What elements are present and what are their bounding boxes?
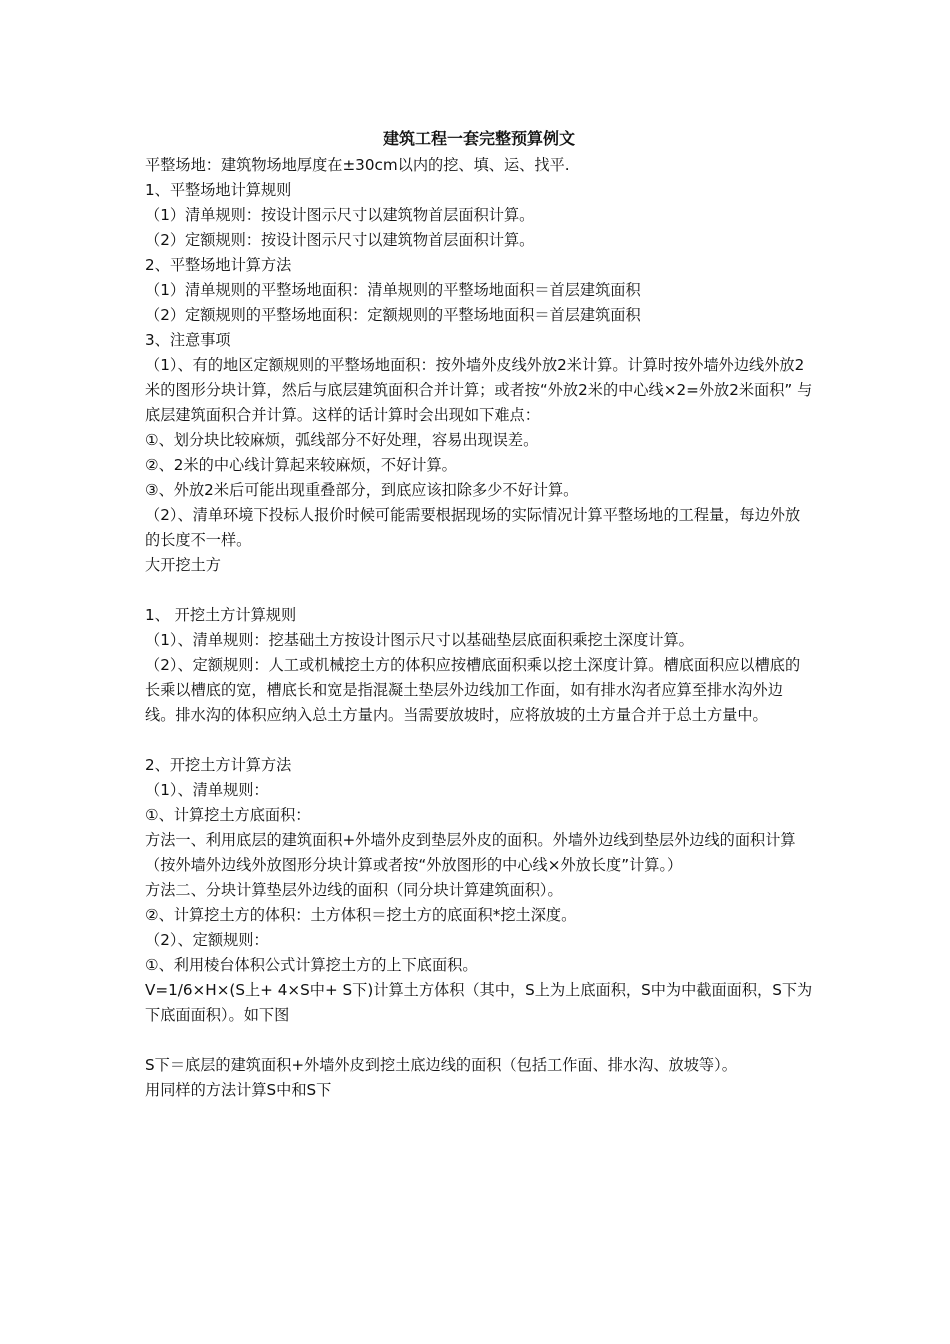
- text-line: 用同样的方法计算S中和S下: [145, 1081, 332, 1099]
- text-line: （2）定额规则：按设计图示尺寸以建筑物首层面积计算。: [145, 231, 535, 249]
- text-line: ①、计算挖土方底面积：: [145, 806, 311, 824]
- text-line: 方法二、分块计算垫层外边线的面积（同分块计算建筑面积）。: [145, 881, 563, 899]
- text-line: ①、利用棱台体积公式计算挖土方的上下底面积。: [145, 956, 478, 974]
- text-line: ②、计算挖土方的体积：土方体积＝挖土方的底面积*挖土深度。: [145, 906, 577, 924]
- section-heading: 1、 开挖土方计算规则: [145, 606, 297, 624]
- text-line: （1）清单规则的平整场地面积：清单规则的平整场地面积＝首层建筑面积: [145, 281, 641, 299]
- text-line: 平整场地：建筑物场地厚度在±30cm以内的挖、填、运、找平.: [145, 156, 570, 174]
- section-heading: 大开挖土方: [145, 556, 221, 574]
- blank-line: [145, 1028, 813, 1053]
- text-line: ①、划分块比较麻烦，弧线部分不好处理，容易出现误差。: [145, 431, 539, 449]
- paragraph: （2）、定额规则：人工或机械挖土方的体积应按槽底面积乘以挖土深度计算。槽底面积应以槽底的长乘以槽底的宽，槽底长和宽是指混凝土垫层外边线加工作面，如有排水沟者应算至排水沟外边线。排水沟的体积应纳入总土方量内。当需要放坡时，应将放坡的土方量合并于总土方量中。: [145, 656, 801, 724]
- text-line: （2）定额规则的平整场地面积：定额规则的平整场地面积＝首层建筑面积: [145, 306, 641, 324]
- document-title: 建筑工程一套完整预算例文: [382, 129, 575, 148]
- text-line: ②、2米的中心线计算起来较麻烦，不好计算。: [145, 456, 457, 474]
- section-heading: 1、平整场地计算规则: [145, 181, 292, 199]
- document-page: [145, 127, 813, 1103]
- paragraph: 方法一、利用底层的建筑面积+外墙外皮到垫层外皮的面积。外墙外边线到垫层外边线的面积计算（按外墙外边线外放图形分块计算或者按“外放图形的中心线×外放长度”计算。）: [145, 831, 796, 874]
- paragraph: （1）、有的地区定额规则的平整场地面积：按外墙外皮线外放2米计算。计算时按外墙外边线外放2米的图形分块计算，然后与底层建筑面积合并计算；或者按“外放2米的中心线×2=外放2米面积” 与底层建筑面积合并计算。这样的话计算时会出现如下难点：: [145, 356, 813, 424]
- text-line: ③、外放2米后可能出现重叠部分，到底应该扣除多少不好计算。: [145, 481, 579, 499]
- paragraph: V=1/6×H×(S上+ 4×S中+ S下)计算土方体积（其中，S上为上底面积，S中为中截面面积，S下为下底面面积）。如下图: [145, 981, 813, 1024]
- paragraph: S下＝底层的建筑面积+外墙外皮到挖土底边线的面积（包括工作面、排水沟、放坡等）。: [145, 1056, 737, 1074]
- text-line: （1）、清单规则：: [145, 781, 269, 799]
- section-heading: 2、开挖土方计算方法: [145, 756, 292, 774]
- text-line: （2）、定额规则：: [145, 931, 269, 949]
- paragraph: （1）、清单规则：挖基础土方按设计图示尺寸以基础垫层底面积乘挖土深度计算。: [145, 631, 694, 649]
- blank-line: [145, 578, 813, 603]
- text-line: （1）清单规则：按设计图示尺寸以建筑物首层面积计算。: [145, 206, 535, 224]
- section-heading: 2、平整场地计算方法: [145, 256, 292, 274]
- paragraph: （2）、清单环境下投标人报价时候可能需要根据现场的实际情况计算平整场地的工程量，每边外放的长度不一样。: [145, 506, 801, 549]
- blank-line: [145, 728, 813, 753]
- section-heading: 3、注意事项: [145, 331, 231, 349]
